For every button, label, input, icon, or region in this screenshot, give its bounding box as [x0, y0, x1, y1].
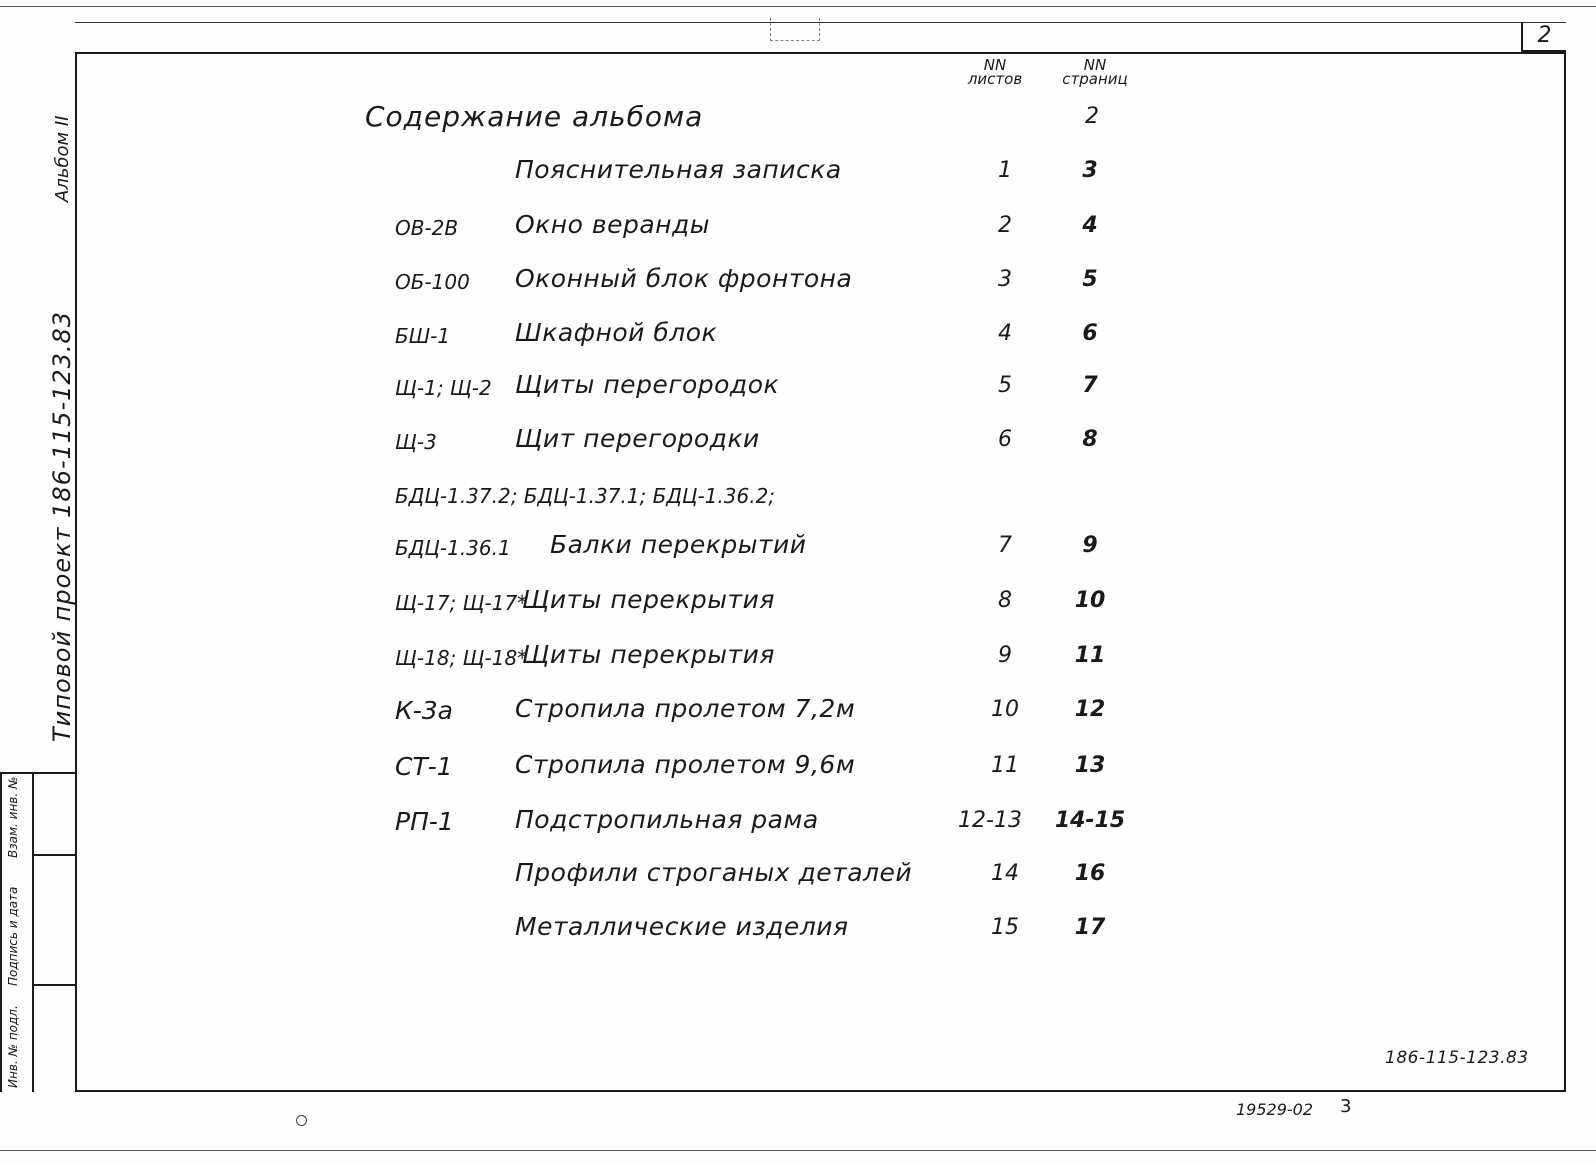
item-name: Стропила пролетом 9,6м: [515, 750, 856, 779]
stamp-inv-original: Инв. № подл.: [6, 1005, 20, 1088]
item-name: Шкафной блок: [515, 318, 718, 347]
item-sheet-number: 1: [998, 158, 1012, 183]
list-item: [0, 694, 1596, 730]
list-item: [0, 530, 1596, 566]
item-page-number: 13: [1074, 753, 1106, 778]
item-page-number: 11: [1074, 643, 1106, 668]
stamp-replace-inv: Взам. инв. №: [6, 776, 20, 858]
scan-edge-bottom: [0, 1150, 1596, 1151]
stamp-signature-date: Подпись и дата: [6, 886, 20, 986]
item-sheet-number: 10: [991, 697, 1019, 722]
item-sheet-number: 15: [991, 915, 1019, 940]
list-item: [0, 424, 1596, 460]
list-item: [0, 478, 1596, 514]
column-header-pages-nn: NN: [1083, 56, 1107, 74]
item-code: Щ-3: [395, 430, 437, 454]
item-code: Щ-18; Щ-18*: [395, 646, 528, 670]
list-item: [0, 210, 1596, 246]
item-code: СТ-1: [395, 752, 453, 781]
item-name: Щиты перекрытия: [522, 640, 775, 669]
item-page-number: 14-15: [1054, 808, 1126, 833]
list-item: [0, 640, 1596, 676]
item-code: Щ-1; Щ-2: [395, 376, 492, 400]
item-sheet-number: 5: [998, 373, 1012, 398]
album-label: Альбом II: [52, 115, 73, 202]
item-sheet-number: 12-13: [958, 808, 1022, 833]
item-page-number: 10: [1074, 588, 1106, 613]
page-title: Содержание альбома: [365, 100, 704, 133]
list-item: [0, 370, 1596, 406]
item-code: ОБ-100: [395, 270, 470, 294]
item-name: Оконный блок фронтона: [515, 264, 853, 293]
item-name: Щиты перегородок: [515, 370, 780, 399]
item-sheet-number: 11: [991, 753, 1019, 778]
item-name: Стропила пролетом 7,2м: [515, 694, 856, 723]
item-sheet-number: 2: [998, 213, 1012, 238]
item-code: ОВ-2В: [395, 216, 459, 240]
item-page-number: 4: [1082, 213, 1098, 238]
item-name: Профили строганых деталей: [515, 858, 913, 887]
item-page-number: 12: [1074, 697, 1106, 722]
item-name: Щиты перекрытия: [522, 585, 775, 614]
item-sheet-number: 6: [998, 427, 1012, 452]
item-code: РП-1: [395, 807, 454, 836]
item-sheet-number: 8: [998, 588, 1012, 613]
item-sheet-number: 7: [998, 533, 1012, 558]
list-item: [0, 912, 1596, 948]
column-header-pages-label: страниц: [1062, 70, 1128, 88]
item-page-number: 6: [1082, 321, 1098, 346]
item-page-number: 5: [1082, 267, 1098, 292]
list-item: [0, 750, 1596, 786]
list-item: [0, 155, 1596, 191]
order-number: 19529-02: [1236, 1100, 1314, 1119]
item-sheet-number: 3: [998, 267, 1012, 292]
frame-top-line: [75, 22, 1566, 23]
item-name: Окно веранды: [515, 210, 711, 239]
title-page-number: 2: [1085, 104, 1099, 129]
sheet-number: 2: [1521, 22, 1566, 52]
list-item: [0, 264, 1596, 300]
item-page-number: 16: [1074, 861, 1106, 886]
item-code: БШ-1: [395, 324, 451, 348]
item-name: Щит перегородки: [515, 424, 760, 453]
item-page-number: 17: [1074, 915, 1106, 940]
stamp-row-line: [32, 854, 77, 856]
item-page-number: 7: [1082, 373, 1098, 398]
binding-hole: [296, 1115, 307, 1126]
list-item: [0, 805, 1596, 841]
order-page-number: 3: [1340, 1096, 1352, 1117]
item-sheet-number: 4: [998, 321, 1012, 346]
item-sheet-number: 14: [991, 861, 1019, 886]
project-label: Типовой проект 186-115-123.83: [48, 310, 76, 742]
column-header-pages: [1055, 58, 1135, 86]
item-name: Балки перекрытий: [550, 530, 807, 559]
document-code: 186-115-123.83: [1385, 1048, 1529, 1068]
item-sheet-number: 9: [998, 643, 1012, 668]
list-item: [0, 858, 1596, 894]
column-header-sheets-label: листов: [967, 70, 1023, 88]
item-page-number: 8: [1082, 427, 1098, 452]
column-header-sheets-nn: NN: [983, 56, 1007, 74]
item-code: К-3а: [395, 696, 453, 725]
column-header-sheets: [965, 58, 1025, 86]
item-name: Пояснительная записка: [515, 155, 842, 184]
item-code: БДЦ-1.36.1: [395, 536, 511, 560]
stamp-row-line: [32, 984, 77, 986]
scan-edge-top: [0, 6, 1596, 7]
item-code: БДЦ-1.37.2; БДЦ-1.37.1; БДЦ-1.36.2;: [395, 484, 776, 508]
list-item: [0, 585, 1596, 621]
item-name: Металлические изделия: [515, 912, 849, 941]
item-name: Подстропильная рама: [515, 805, 819, 834]
item-page-number: 9: [1082, 533, 1098, 558]
list-item: [0, 318, 1596, 354]
item-page-number: 3: [1082, 158, 1098, 183]
item-code: Щ-17; Щ-17*: [395, 591, 528, 615]
